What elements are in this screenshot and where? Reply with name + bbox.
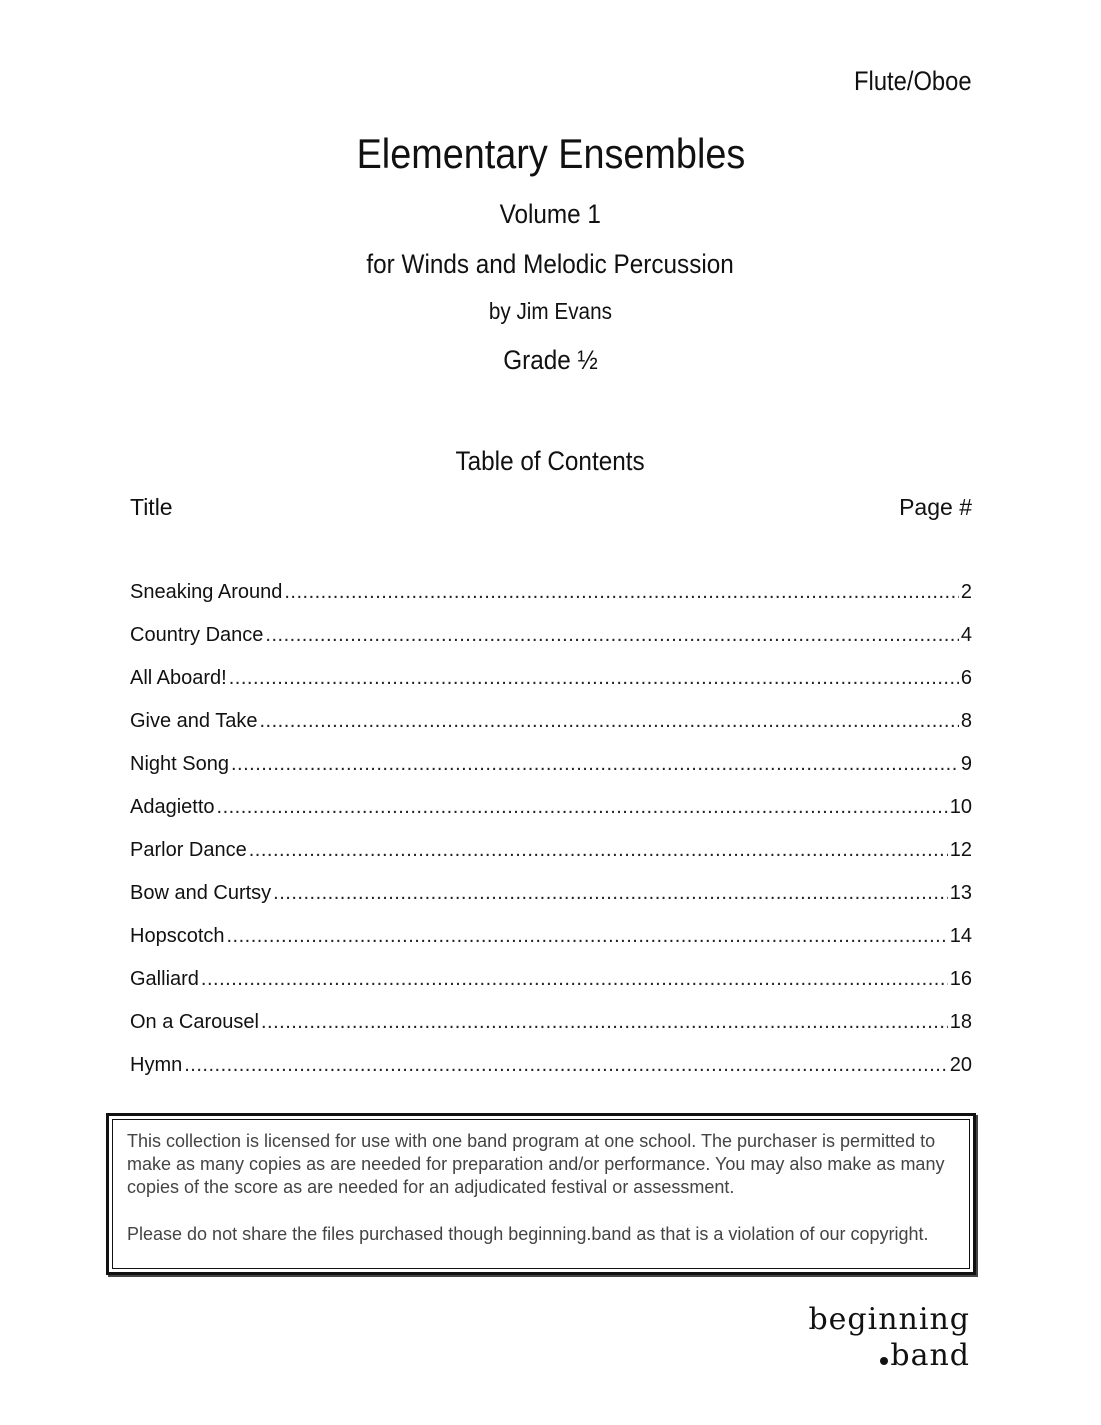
- toc-entry-page: 9: [960, 753, 972, 775]
- license-notice-inner-border: [112, 1119, 970, 1269]
- volume-label: [0, 199, 1101, 230]
- instrument-label: Flute/Oboe: [854, 66, 972, 96]
- toc-entry[interactable]: [130, 581, 972, 624]
- toc-leader-dots: [273, 882, 948, 905]
- toc-entry-title: Give and Take: [130, 710, 258, 732]
- toc-entry[interactable]: [130, 1011, 972, 1054]
- toc-entry[interactable]: [130, 1054, 972, 1097]
- toc-leader-dots: [229, 667, 959, 690]
- document-title: [0, 130, 1101, 178]
- toc-leader-dots: [184, 1054, 948, 1077]
- toc-entry-page: 6: [960, 667, 972, 689]
- subtitle-text: for Winds and Melodic Percussion: [366, 249, 735, 279]
- toc-entry-page: 8: [960, 710, 972, 732]
- toc-entry-title: Hymn: [130, 1054, 183, 1076]
- toc-leader-dots: [284, 581, 959, 604]
- toc-leader-dots: [265, 624, 958, 647]
- document-title-text: Elementary Ensembles: [356, 130, 745, 177]
- toc-leader-dots: [227, 925, 948, 948]
- toc-entry-page: 16: [949, 968, 972, 990]
- toc-entry[interactable]: [130, 796, 972, 839]
- toc-leader-dots: [231, 753, 959, 776]
- toc-column-page: Page #: [899, 494, 972, 520]
- license-paragraph: This collection is licensed for use with one band program at one school. The purchaser is permitted to make as many copies as are needed for preparation and/or performance. You may also make as many copies of the score as are needed for an adjudicated festival or assessment.: [127, 1131, 945, 1197]
- toc-entry-title: On a Carousel: [130, 1011, 259, 1033]
- toc-entry-title: Sneaking Around: [130, 581, 283, 603]
- toc-entry-page: 20: [949, 1054, 972, 1076]
- logo-line-2-text: band: [890, 1338, 970, 1373]
- toc-entry[interactable]: [130, 753, 972, 796]
- toc-entry-title: Hopscotch: [130, 925, 225, 947]
- toc-heading-text: Table of Contents: [455, 446, 646, 476]
- subtitle: [0, 249, 1101, 280]
- author-text: by Jim Evans: [488, 298, 613, 324]
- toc-entry[interactable]: [130, 839, 972, 882]
- toc-entry[interactable]: [130, 968, 972, 1011]
- author-credit: [0, 298, 1101, 325]
- toc-entry-page: 13: [949, 882, 972, 904]
- license-notice-box: [106, 1113, 976, 1275]
- toc-entry[interactable]: [130, 882, 972, 925]
- toc-leader-dots: [261, 1011, 948, 1034]
- volume-text: Volume 1: [499, 199, 602, 229]
- toc-entry-page: 10: [949, 796, 972, 818]
- toc-entry-title: Adagietto: [130, 796, 215, 818]
- toc-leader-dots: [260, 710, 959, 733]
- beginning-band-logo: [808, 1302, 970, 1374]
- toc-entry-title: Night Song: [130, 753, 229, 775]
- toc-entry-page: 18: [949, 1011, 972, 1033]
- logo-dot-icon: [880, 1357, 888, 1365]
- toc-entry-title: Bow and Curtsy: [130, 882, 272, 904]
- grade-text: Grade ½: [503, 345, 598, 375]
- toc-leader-dots: [201, 968, 948, 991]
- toc-entry-title: All Aboard!: [130, 667, 227, 689]
- toc-list: [130, 581, 972, 1097]
- toc-entry-title: Country Dance: [130, 624, 264, 646]
- toc-entry[interactable]: [130, 710, 972, 753]
- toc-entry[interactable]: [130, 925, 972, 968]
- copyright-paragraph: Please do not share the files purchased though beginning.band as that is a violation of our copyright.: [127, 1224, 929, 1244]
- toc-entry[interactable]: [130, 624, 972, 667]
- toc-leader-dots: [217, 796, 948, 819]
- toc-column-title: Title: [130, 494, 173, 520]
- grade-label: [0, 345, 1101, 376]
- toc-entry-page: 2: [960, 581, 972, 603]
- logo-line-1: beginning: [808, 1302, 970, 1337]
- toc-entry-page: 4: [960, 624, 972, 646]
- toc-entry-title: Galliard: [130, 968, 199, 990]
- logo-line-2: [808, 1338, 970, 1374]
- toc-leader-dots: [249, 839, 948, 862]
- toc-entry[interactable]: [130, 667, 972, 710]
- toc-entry-page: 12: [949, 839, 972, 861]
- toc-heading: [0, 446, 1101, 477]
- toc-entry-page: 14: [949, 925, 972, 947]
- toc-entry-title: Parlor Dance: [130, 839, 247, 861]
